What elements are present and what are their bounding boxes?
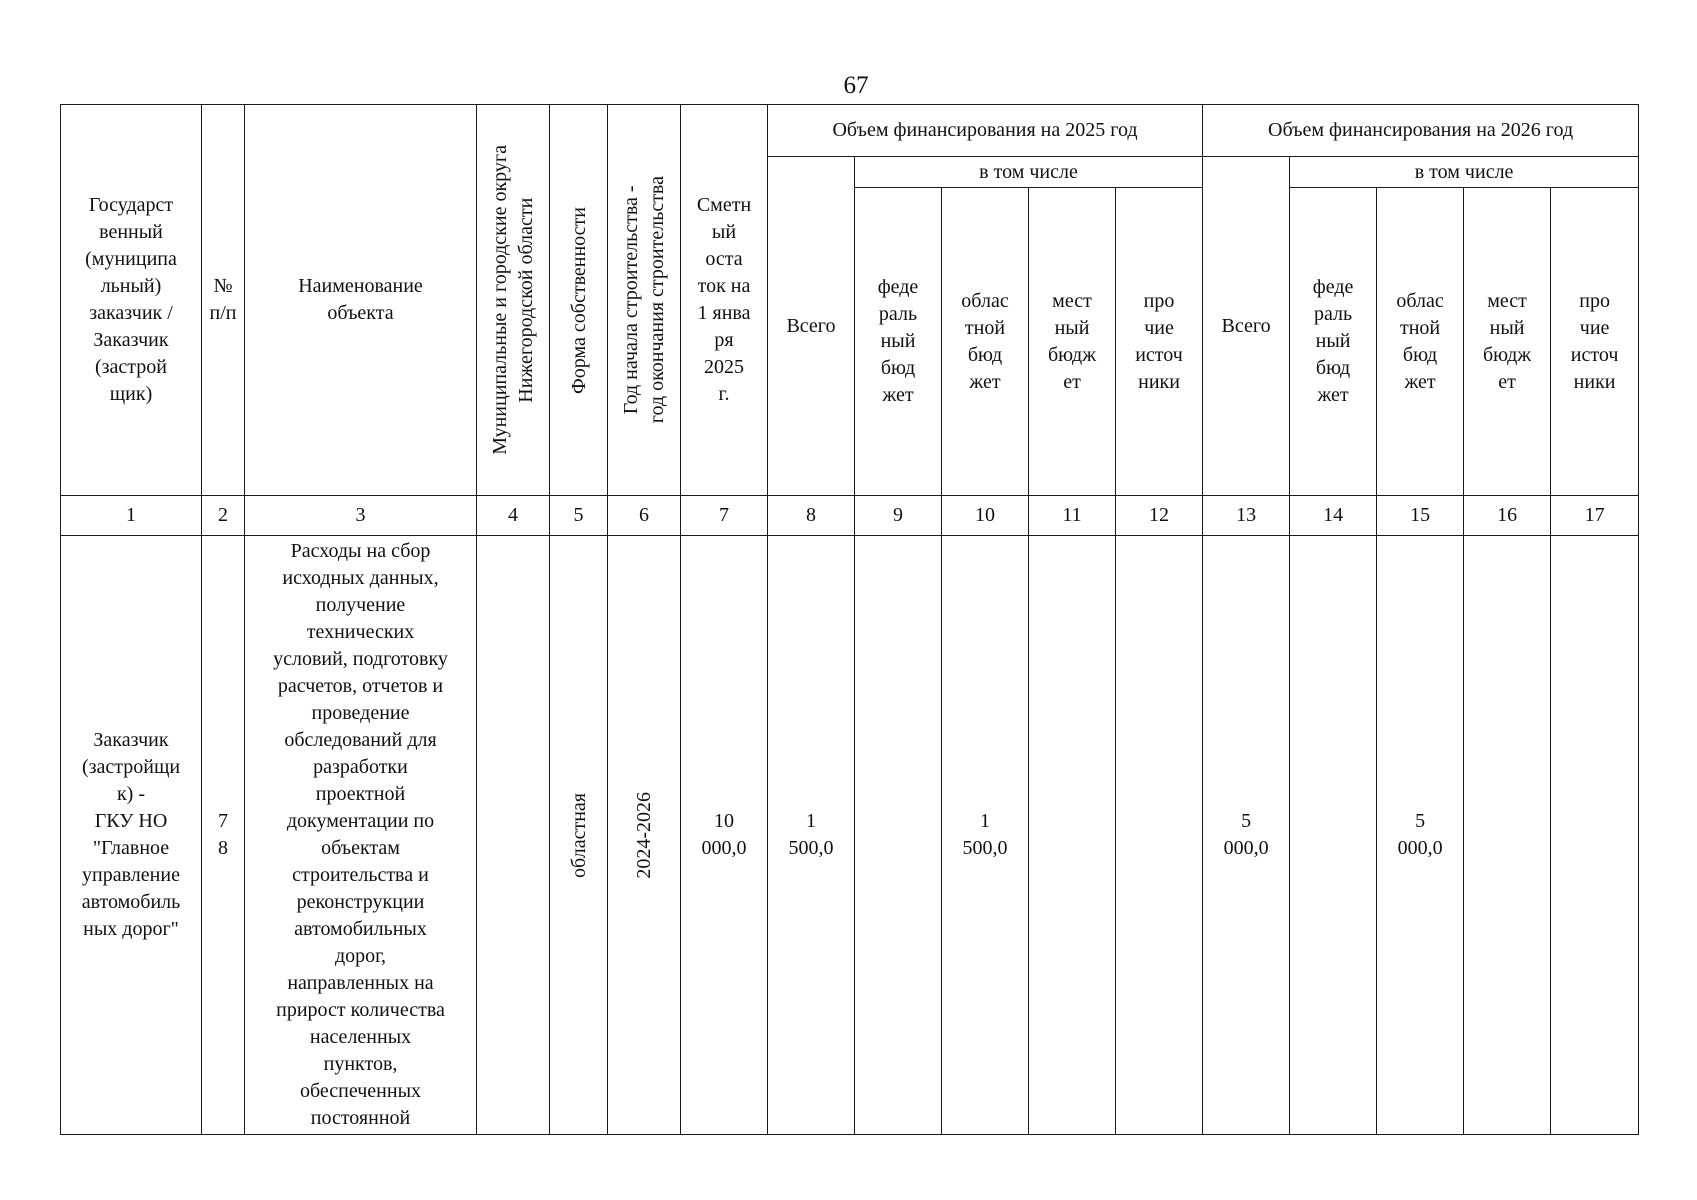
column-number: 12 xyxy=(1116,496,1203,536)
balance-cell: 10 000,0 xyxy=(681,536,768,1135)
financing-table xyxy=(60,104,1639,1135)
row-number-cell: 7 8 xyxy=(202,536,245,1135)
municipality-cell xyxy=(477,536,550,1135)
header-including-2025: в том числе xyxy=(855,157,1203,188)
ownership-cell: областная xyxy=(550,536,608,1135)
header-row-1 xyxy=(61,105,1639,157)
column-numbers-row xyxy=(61,496,1639,536)
column-number: 9 xyxy=(855,496,942,536)
column-number: 2 xyxy=(202,496,245,536)
years-cell: 2024-2026 xyxy=(608,536,681,1135)
column-number: 5 xyxy=(550,496,608,536)
header-ownership: Форма собственности xyxy=(550,105,608,496)
header-total-2025: Всего xyxy=(768,157,855,496)
header-other-2025: про чие источ ники xyxy=(1116,188,1203,496)
header-num: № п/п xyxy=(202,105,245,496)
column-number: 10 xyxy=(942,496,1029,536)
header-financing-2026: Объем финансирования на 2026 год xyxy=(1203,105,1639,157)
other-2026-cell xyxy=(1551,536,1639,1135)
header-regional-2026: облас тной бюд жет xyxy=(1377,188,1464,496)
column-number: 13 xyxy=(1203,496,1290,536)
header-municipality: Муниципальные и городские округа Нижегородской области xyxy=(477,105,550,496)
column-number: 6 xyxy=(608,496,681,536)
header-federal-2025: феде раль ный бюд жет xyxy=(855,188,942,496)
header-financing-2025: Объем финансирования на 2025 год xyxy=(768,105,1203,157)
regional-2026-cell: 5 000,0 xyxy=(1377,536,1464,1135)
header-years: Год начала строительства - год окончания строительства xyxy=(608,105,681,496)
table-row xyxy=(61,536,1639,1135)
header-customer: Государст венный (муниципа льный) заказчик / Заказчик (застрой щик) xyxy=(61,105,202,496)
federal-2025-cell xyxy=(855,536,942,1135)
other-2025-cell xyxy=(1116,536,1203,1135)
column-number: 3 xyxy=(245,496,477,536)
column-number: 7 xyxy=(681,496,768,536)
header-name: Наименование объекта xyxy=(245,105,477,496)
total-2025-cell: 1 500,0 xyxy=(768,536,855,1135)
header-including-2026: в том числе xyxy=(1290,157,1639,188)
column-number: 11 xyxy=(1029,496,1116,536)
header-balance: Сметн ый оста ток на 1 янва ря 2025 г. xyxy=(681,105,768,496)
object-name-cell: Расходы на сбор исходных данных, получение технических условий, подготовку расчетов, отчетов и проведение обследований для разработки проектной документации по объектам строительства и реконструкции автомобильных дорог, направленных на прирост количества населенных пунктов, обеспеченных постоянной xyxy=(245,536,477,1135)
page-number: 67 xyxy=(843,72,869,99)
column-number: 15 xyxy=(1377,496,1464,536)
header-local-2026: мест ный бюдж ет xyxy=(1464,188,1551,496)
local-2025-cell xyxy=(1029,536,1116,1135)
column-number: 17 xyxy=(1551,496,1639,536)
local-2026-cell xyxy=(1464,536,1551,1135)
header-regional-2025: облас тной бюд жет xyxy=(942,188,1029,496)
header-other-2026: про чие источ ники xyxy=(1551,188,1639,496)
column-number: 4 xyxy=(477,496,550,536)
column-number: 1 xyxy=(61,496,202,536)
total-2026-cell: 5 000,0 xyxy=(1203,536,1290,1135)
header-local-2025: мест ный бюдж ет xyxy=(1029,188,1116,496)
customer-cell: Заказчик (застройщи к) - ГКУ НО "Главное управление автомобиль ных дорог" xyxy=(61,536,202,1135)
regional-2025-cell: 1 500,0 xyxy=(942,536,1029,1135)
column-number: 16 xyxy=(1464,496,1551,536)
header-federal-2026: феде раль ный бюд жет xyxy=(1290,188,1377,496)
federal-2026-cell xyxy=(1290,536,1377,1135)
column-number: 14 xyxy=(1290,496,1377,536)
column-number: 8 xyxy=(768,496,855,536)
header-total-2026: Всего xyxy=(1203,157,1290,496)
